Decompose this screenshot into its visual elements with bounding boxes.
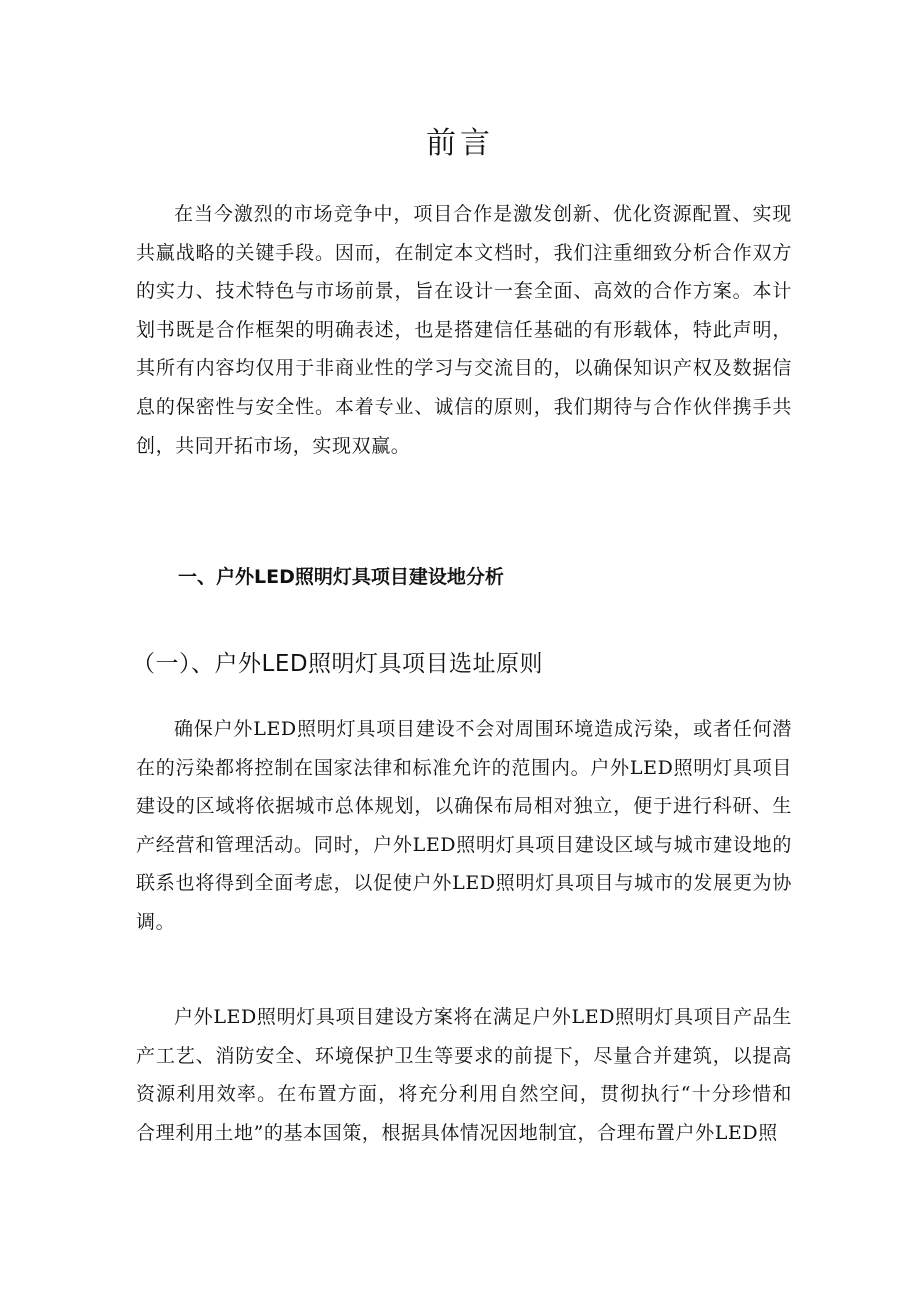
page-title: 前言	[426, 126, 494, 161]
section-heading: 一、户外LED照明灯具项目建设地分析	[178, 566, 504, 588]
preface-paragraph: 在当今激烈的市场竞争中，项目合作是激发创新、优化资源配置、实现共赢战略的关键手段。因而，在制定本文档时，我们注重细致分析合作双方的实力、技术特色与市场前景，旨在设计一套全面、高效的合作方案。本计划书既是合作框架的明确表述，也是搭建信任基础的有形载体，特此声明，其所有内容均仅用于非商业性的学习与交流目的，以确保知识产权及数据信息的保密性与安全性。本着专业、诚信的原则，我们期待与合作伙伴携手共创，共同开拓市场，实现双赢。	[136, 203, 792, 457]
body-paragraph-2: 确保户外LED照明灯具项目建设不会对周围环境造成污染，或者任何潜在的污染都将控制在国家法律和标准允许的范围内。户外LED照明灯具项目建设的区域将依据城市总体规划，以确保布局相对独立，便于进行科研、生产经营和管理活动。同时，户外LED照明灯具项目建设区域与城市建设地的联系也将得到全面考虑，以促使户外LED照明灯具项目与城市的发展更为协调。	[136, 718, 792, 933]
subsection-heading: （一）、户外LED照明灯具项目选址原则	[132, 651, 544, 677]
body-paragraph-3: 户外LED照明灯具项目建设方案将在满足户外LED照明灯具项目产品生产工艺、消防安全、环境保护卫生等要求的前提下，尽量合并建筑，以提高资源利用效率。在布置方面，将充分利用自然空间，贯彻执行“十分珍惜和合理利用土地”的基本国策，根据具体情况因地制宜，合理布置户外LED照	[136, 1006, 792, 1144]
